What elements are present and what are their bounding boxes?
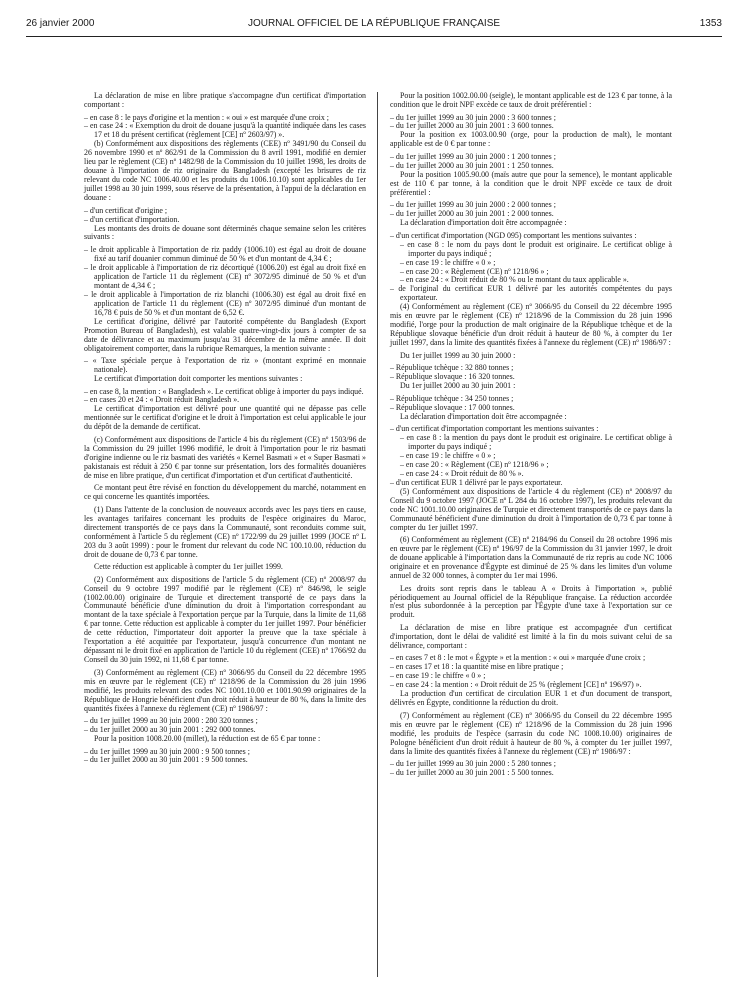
list-item: – en case 8 : le pays d'origine et la mention : « oui » est marquée d'une croix ; <box>84 112 329 122</box>
list-item: – en case 19 : le chiffre « 0 » ; <box>390 671 486 681</box>
page-header <box>26 18 722 34</box>
list-item: – du 1er juillet 2000 au 30 juin 2001 : 2 000 tonnes. <box>390 209 554 219</box>
journal-title: JOURNAL OFFICIEL DE LA RÉPUBLIQUE FRANÇAISE <box>247 18 501 29</box>
list-item: – le droit applicable à l'importation de riz blanchi (1006.30) est égal au droit fixé en application de l'article 11 du règlement (CE) nº 3072/95 diminué d'un montant de 16,78 € puis de 50 % et d'un montant de 6,52 €. <box>84 289 366 317</box>
paragraph: Du 1er juillet 2000 au 30 juin 2001 : <box>400 381 516 391</box>
list-item: – du 1er juillet 1999 au 30 juin 2000 : 5 280 tonnes ; <box>390 759 556 769</box>
paragraph: (3) Conformément au règlement (CE) nº 3066/95 du Conseil du 22 décembre 1995 mis en œuvre par le règlement (CE) nº 1218/96 de la Commission du 28 juin 1996 modifié, les produits relevant des codes NC 1001.10.00 et 1001.90.99 originaires de la République de Hongrie bénéficient d'un droit réduit à hauteur de 80 %, dans la limite des quantités fixées à l'annexe du règlement (CE) nº 1986/97 : <box>84 667 366 713</box>
paragraph: La production d'un certificat de circulation EUR 1 et d'un document de transport, délivrés en Égypte, conditionne la réduction du droit. <box>390 689 672 708</box>
list-item: – d'un certificat d'origine ; <box>84 205 168 215</box>
paragraph: (7) Conformément au règlement (CE) nº 3066/95 du Conseil du 22 décembre 1995 mis en œuvre par le règlement (CE) nº 1218/96 de la Commission du 28 juin 1996 modifié, les produits de l'espèce (sarrasin du code NC 1008.10.00) originaires de Pologne bénéficient d'un droit réduit à hauteur de 80 %, à compter du 1er juillet 1997, dans la limite des quantités fixées à l'annexe du règlement (CE) nº 1986/97 : <box>390 710 672 756</box>
paragraph: (5) Conformément aux dispositions de l'article 4 du règlement (CE) nº 2008/97 du Conseil du 9 octobre 1997 (JOCE nº L 284 du 16 octobre 1997), les produits relevant du code NC 1001.10.00 originaires de Turquie et directement transportés de ce pays dans la Communauté bénéficient d'une diminution du droit à l'importation de 0,73 € par tonne à compter du 1er juillet 1997. <box>390 486 672 532</box>
paragraph: Le certificat d'importation doit comporter les mentions suivantes : <box>94 373 303 383</box>
list-item: – du 1er juillet 1999 au 30 juin 2000 : 280 320 tonnes ; <box>84 716 258 726</box>
list-item: – en case 8 : la mention du pays dont le produit est originaire. Le certificat oblige à importer du pays indiqué ; <box>400 433 672 452</box>
paragraph: (6) Conformément au règlement (CE) nº 2184/96 du Conseil du 28 octobre 1996 mis en œuvre par le règlement (CE) nº 196/97 de la Commission du 31 janvier 1997, le droit de douane applicable à l'importation dans la Communauté de riz repris au code NC 1006 originaire et en provenance d'Égypte est diminué de 25 % dans les limites d'un volume annuel de 32 000 tonnes, à compter du 1er mai 1996. <box>390 535 672 580</box>
paragraph: (c) Conformément aux dispositions de l'article 4 bis du règlement (CE) nº 1503/96 de la Commission du 29 juillet 1996 modifié, le droit à l'importation pour le riz basmati d'origine indienne ou le riz basmati des variétés « Kernel Basmati » et « Super Basmati » pakistanais est réduit à 250 € par tonne sur présentation, lors des formalités douanières de mise en libre pratique, d'un certificat d'importation et d'un certificat d'authenticité. <box>84 434 366 480</box>
list-item: – en case 24 : « Droit réduit de 80 % ou le montant du taux applicable ». <box>400 275 629 285</box>
list-item: – en case 24 : la mention : « Droit réduit de 25 % (règlement [CE] nº 196/97) ». <box>390 680 642 690</box>
list-item: – du 1er juillet 1999 au 30 juin 2000 : 2 000 tonnes ; <box>390 200 556 210</box>
list-item: – du 1er juillet 2000 au 30 juin 2001 : 5 500 tonnes. <box>390 768 554 778</box>
list-item: – le droit applicable à l'importation de riz décortiqué (1006.20) est égal au droit fixé en application de l'article 11 du règlement (CE) nº 3072/95 diminué de 50 % et d'un montant de 4,34 € ; <box>84 262 366 290</box>
paragraph: Cette réduction est applicable à compter du 1er juillet 1999. <box>94 562 283 572</box>
column-divider <box>377 92 378 977</box>
list-item: – en case 20 : « Règlement (CE) nº 1218/96 » ; <box>400 266 549 276</box>
paragraph: Pour la position ex 1003.00.90 (orge, pour la production de malt), le montant applicable est de 0 € par tonne : <box>390 130 672 149</box>
list-item: – en case 8, la mention : « Bangladesh ». Le certificat oblige à importer du pays indiqué. <box>84 386 364 396</box>
list-item: – République tchèque : 32 880 tonnes ; <box>390 363 514 373</box>
header-rule <box>26 36 722 37</box>
page-number: 1353 <box>699 18 722 29</box>
right-column <box>390 92 672 778</box>
paragraph: Les montants des droits de douane sont déterminés chaque semaine selon les critères suivants : <box>84 223 366 242</box>
list-item: – d'un certificat d'importation. <box>84 214 180 224</box>
list-item: – d'un certificat d'importation comportant les mentions suivantes : <box>390 424 599 434</box>
list-item: – du 1er juillet 1999 au 30 juin 2000 : 9 500 tonnes ; <box>84 746 250 756</box>
paragraph: Ce montant peut être révisé en fonction du développement du marché, notamment en ce qui concerne les quantités importées. <box>84 483 366 502</box>
list-item: – d'un certificat EUR 1 délivré par le pays exportateur. <box>390 477 563 487</box>
list-item: – en case 19 : le chiffre « 0 » ; <box>400 257 496 267</box>
list-item: – République tchèque : 34 250 tonnes ; <box>390 393 514 403</box>
list-item: – du 1er juillet 2000 au 30 juin 2001 : 292 000 tonnes. <box>84 725 256 735</box>
list-item: – en cases 7 et 8 : le mot « Égypte » et la mention : « oui » marquée d'une croix ; <box>390 653 646 663</box>
list-item: – en cases 20 et 24 : « Droit réduit Bangladesh ». <box>84 395 240 405</box>
list-item: – République slovaque : 17 000 tonnes. <box>390 402 515 412</box>
list-item: – en case 24 : « Exemption du droit de douane jusqu'à la quantité indiquée dans les cases 17 et 18 du présent certificat (règlement [CE] nº 2603/97) ». <box>84 121 366 140</box>
paragraph: Du 1er juillet 1999 au 30 juin 2000 : <box>400 350 516 360</box>
list-item: – d'un certificat d'importation (NGD 095) comportant les mentions suivantes : <box>390 230 637 240</box>
paragraph: Le certificat d'origine, délivré par l'autorité compétente du Bangladesh (Export Promotion Bureau of Bangladesh), est valable quatre-vingt-dix jours à compter de sa date de délivrance et au maximum jusqu'au 31 décembre de la même année. Il doit obligatoirement comporter, dans la rubrique Remarques, la mention suivante : <box>84 316 366 353</box>
list-item: – de l'original du certificat EUR 1 délivré par les autorités compétentes du pays exportateur. <box>390 284 672 303</box>
list-item: – en case 19 : le chiffre « 0 » ; <box>400 451 496 461</box>
list-item: – du 1er juillet 2000 au 30 juin 2001 : 9 500 tonnes. <box>84 755 248 765</box>
left-column <box>84 92 366 765</box>
list-item: – en case 24 : « Droit réduit de 80 % ». <box>400 468 524 478</box>
issue-date: 26 janvier 2000 <box>26 18 95 29</box>
list-item: – en case 20 : « Règlement (CE) nº 1218/96 » ; <box>400 459 549 469</box>
paragraph: Pour la position 1005.90.00 (maïs autre que pour la semence), le montant applicable est de 110 € par tonne, à la condition que le droit NPF excède ce taux de droit préférentiel : <box>390 169 672 197</box>
paragraph: La déclaration de mise en libre pratique s'accompagne d'un certificat d'importation comportant : <box>84 91 366 109</box>
list-item: – du 1er juillet 2000 au 30 juin 2001 : 3 600 tonnes. <box>390 121 554 131</box>
paragraph: (2) Conformément aux dispositions de l'article 5 du règlement (CE) nº 2008/97 du Conseil du 9 octobre 1997 modifié par le règlement (CE) nº 846/98, le seigle (1002.00.00) originaire de Turquie et directement transporté de ce pays dans la Communauté bénéficie d'une diminution du droit à l'importation correspondant au montant de la taxe spéciale à l'exportation perçue par la Turquie, dans la limite de 11,68 € par tonne. Cette réduction est applicable à compter du 1er juillet 1997. Pour bénéficier de cette réduction, l'importateur doit apporter la preuve que la taxe spéciale à l'exportation a été acquittée par l'exportateur, jusqu'à concurrence d'un montant ne dépassant ni le droit fixé en application de l'article 10 du règlement (CEE) nº 1766/92 du Conseil du 30 juin 1992, ni 11,68 € par tonne. <box>84 574 366 665</box>
list-item: – du 1er juillet 1999 au 30 juin 2000 : 1 200 tonnes ; <box>390 151 556 161</box>
paragraph: La déclaration d'importation doit être accompagnée : <box>400 411 567 421</box>
paragraph: (4) Conformément au règlement (CE) nº 3066/95 du Conseil du 22 décembre 1995 mis en œuvre par le règlement (CE) nº 1218/96 de la Commission du 28 juin 1996 modifié, l'orge pour la production de malt originaire de la République tchèque et de la République slovaque bénéficie d'un droit réduit à hauteur de 80 %, à compter du 1er juillet 1997, dans la limite des quantités fixées à l'annexe du règlement (CE) nº 1986/97 : <box>390 302 672 348</box>
paragraph: Pour la position 1002.00.00 (seigle), le montant applicable est de 123 € par tonne, à la condition que le droit NPF excède ce taux de droit préférentiel : <box>390 91 672 109</box>
list-item: – le droit applicable à l'importation de riz paddy (1006.10) est égal au droit de douane fixé au tarif douanier commun diminué de 50 % et d'un montant de 4,34 € ; <box>84 245 366 263</box>
paragraph: Pour la position 1008.20.00 (millet), la réduction est de 65 € par tonne : <box>94 733 321 743</box>
list-item: – en cases 17 et 18 : la quantité mise en libre pratique ; <box>390 662 564 672</box>
paragraph: Les droits sont repris dans le tableau A « Droits à l'importation », publié périodiquement au Journal officiel de la République française. La réduction accordée n'est plus subordonnée à la perception par l'Égypte d'une taxe à l'exportation sur ce produit. <box>390 583 672 620</box>
list-item: – « Taxe spéciale perçue à l'exportation de riz » (montant exprimé en monnaie nationale). <box>84 356 366 375</box>
list-item: – du 1er juillet 1999 au 30 juin 2000 : 3 600 tonnes ; <box>390 112 556 122</box>
paragraph: (b) Conformément aux dispositions des règlements (CEE) nº 3491/90 du Conseil du 26 novembre 1990 et nº 862/91 de la Commission du 8 avril 1991, modifié en dernier lieu par le règlement (CE) nº 1482/98 de la Commission du 10 juillet 1998, les droits de douane à l'importation de riz originaire du Bangladesh (excepté les brisures de riz relevant du code NC 1006.40.00 et les produits du 1006.10.10) sont applicables du 1er juillet 1998 au 30 juin 1999, sous réserve de la présentation, à l'appui de la déclaration en douane : <box>84 139 366 203</box>
list-item: – en case 8 : le nom du pays dont le produit est originaire. Le certificat oblige à importer du pays indiqué ; <box>400 239 672 258</box>
paragraph: (1) Dans l'attente de la conclusion de nouveaux accords avec les pays tiers en cause, les avantages tarifaires concernant les produits de l'espèce originaires du Maroc, directement transportés de ce pays dans la Communauté, sont reconduits comme suit, conformément à l'article 5 du règlement (CE) nº 1722/99 du 29 juillet 1999 (JOCE nº L 203 du 3 août 1999) : pour le froment dur relevant du code NC 100.10.00, réduction du droit de douane de 0,73 € par tonne. <box>84 504 366 559</box>
paragraph: La déclaration de mise en libre pratique est accompagnée d'un certificat d'importation, dont le délai de validité est limité à la fin du mois suivant celui de sa délivrance, comportant : <box>390 622 672 650</box>
paragraph: La déclaration d'importation doit être accompagnée : <box>400 218 567 228</box>
paragraph: Le certificat d'importation est délivré pour une quantité qui ne dépasse pas celle mentionnée sur le certificat d'origine et le droit à l'importation est celui applicable le jour du dépôt de la demande de certificat. <box>84 404 366 432</box>
list-item: – du 1er juillet 2000 au 30 juin 2001 : 1 250 tonnes. <box>390 160 554 170</box>
list-item: – République slovaque : 16 320 tonnes. <box>390 372 515 382</box>
